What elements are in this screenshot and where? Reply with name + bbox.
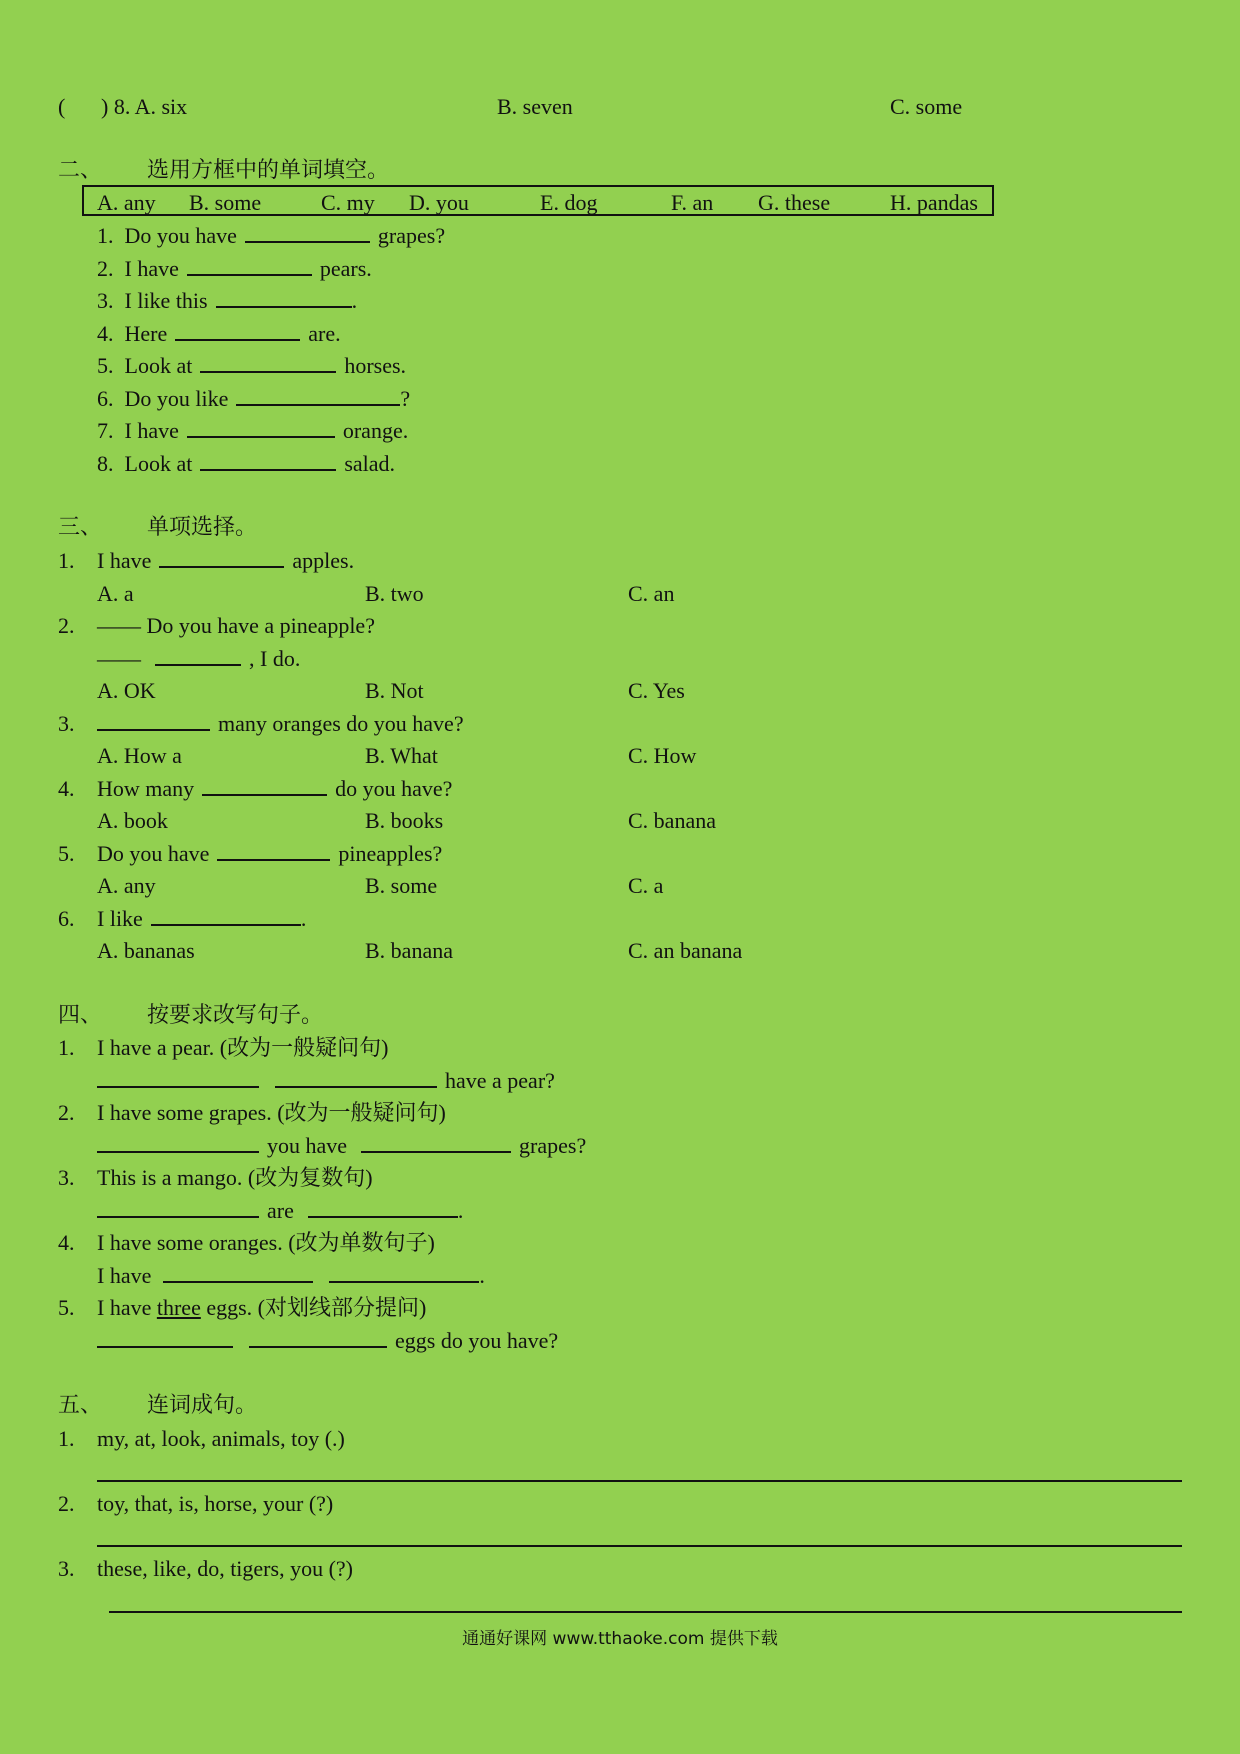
s2-item: 5. Look at horses.	[97, 353, 407, 378]
s3-q6-option-a[interactable]: A. bananas	[97, 938, 195, 963]
blank[interactable]	[216, 288, 352, 308]
blank[interactable]	[329, 1263, 479, 1283]
s3-q3-option-a[interactable]: A. How a	[97, 743, 182, 768]
s3-q5: Do you have pineapples?	[97, 841, 443, 866]
section-3-title: 单项选择。	[147, 514, 258, 539]
s2-item: 4. Here are.	[97, 321, 341, 346]
s3-q6-option-c[interactable]: C. an banana	[628, 938, 743, 963]
s3-q4: How many do you have?	[97, 776, 453, 801]
s3-q5-num: 5.	[58, 841, 75, 866]
s4-q5-num: 5.	[58, 1295, 75, 1320]
word-box-b: B. some	[189, 190, 262, 215]
s3-q1-option-c[interactable]: C. an	[628, 581, 675, 606]
s3-q1-option-a[interactable]: A. a	[97, 581, 134, 606]
s2-item: 2. I have pears.	[97, 256, 372, 281]
s3-q1-num: 1.	[58, 548, 75, 573]
blank[interactable]	[217, 841, 330, 861]
s3-q5-option-b[interactable]: B. some	[365, 873, 438, 898]
blank[interactable]	[200, 451, 336, 471]
underlined-word: three	[156, 1295, 201, 1320]
s2-item: 8. Look at salad.	[97, 451, 396, 476]
s2-item: 3. I like this .	[97, 288, 358, 313]
s4-q1-num: 1.	[58, 1035, 75, 1060]
s4-q3: This is a mango. (改为复数句)	[97, 1165, 373, 1190]
s3-q1: I have apples.	[97, 548, 355, 573]
s4-q5: I have three eggs. (对划线部分提问)	[97, 1295, 427, 1320]
s4-q4-num: 4.	[58, 1230, 75, 1255]
s4-q2: I have some grapes. (改为一般疑问句)	[97, 1100, 446, 1125]
s5-q1-num: 1.	[58, 1426, 75, 1451]
s3-q1-option-b[interactable]: B. two	[365, 581, 424, 606]
blank[interactable]	[175, 321, 300, 341]
blank[interactable]	[155, 646, 241, 666]
s3-q4-option-c[interactable]: C. banana	[628, 808, 716, 833]
blank[interactable]	[275, 1068, 437, 1088]
s4-q1-answer: have a pear?	[97, 1068, 555, 1094]
s4-q5-answer: eggs do you have?	[97, 1328, 558, 1354]
s3-q3: many oranges do you have?	[97, 711, 464, 737]
section-2-title: 选用方框中的单词填空。	[147, 157, 390, 182]
s3-q4-option-a[interactable]: A. book	[97, 808, 168, 833]
answer-line[interactable]	[97, 1545, 1182, 1547]
blank[interactable]	[187, 256, 312, 276]
blank[interactable]	[97, 1198, 259, 1218]
s3-q2-option-a[interactable]: A. OK	[97, 678, 156, 703]
s4-q2-answer: you have grapes?	[97, 1133, 586, 1159]
blank[interactable]	[97, 1328, 233, 1348]
s5-q2: toy, that, is, horse, your (?)	[97, 1491, 334, 1516]
s3-q5-option-a[interactable]: A. any	[97, 873, 156, 898]
s3-q3-option-b[interactable]: B. What	[365, 743, 438, 768]
s3-q5-option-c[interactable]: C. a	[628, 873, 664, 898]
s3-q2-option-b[interactable]: B. Not	[365, 678, 424, 703]
s2-item: 1. Do you have grapes?	[97, 223, 446, 248]
footer: 通通好课网 www.tthaoke.com 提供下载	[462, 1629, 778, 1649]
s4-q4: I have some oranges. (改为单数句子)	[97, 1230, 435, 1255]
s3-q3-num: 3.	[58, 711, 75, 736]
s4-q2-num: 2.	[58, 1100, 75, 1125]
s2-item: 6. Do you like ?	[97, 386, 411, 411]
prev-paren: (	[58, 94, 66, 119]
blank[interactable]	[202, 776, 327, 796]
s5-q1: my, at, look, animals, toy (.)	[97, 1426, 345, 1451]
section-3-number: 三、	[58, 514, 103, 539]
blank[interactable]	[159, 548, 284, 568]
s4-q3-answer: are .	[97, 1198, 463, 1224]
blank[interactable]	[151, 906, 301, 926]
blank[interactable]	[361, 1133, 511, 1153]
section-5-number: 五、	[58, 1392, 103, 1417]
blank[interactable]	[97, 711, 210, 731]
s3-q2-option-c[interactable]: C. Yes	[628, 678, 685, 703]
section-4-title: 按要求改写句子。	[147, 1002, 324, 1027]
blank[interactable]	[308, 1198, 458, 1218]
s5-q3-num: 3.	[58, 1556, 75, 1581]
s3-q2-line2: —— , I do.	[97, 646, 301, 671]
s4-q3-num: 3.	[58, 1165, 75, 1190]
s3-q3-option-c[interactable]: C. How	[628, 743, 697, 768]
blank[interactable]	[249, 1328, 387, 1348]
s4-q4-answer: I have .	[97, 1263, 485, 1288]
s3-q2-num: 2.	[58, 613, 75, 638]
blank[interactable]	[200, 353, 336, 373]
s3-q6-option-b[interactable]: B. banana	[365, 938, 453, 963]
word-box-f: F. an	[671, 190, 714, 215]
word-box-a: A. any	[97, 190, 156, 215]
word-box-c: C. my	[321, 190, 375, 215]
prev-option-b: B. seven	[497, 94, 573, 119]
section-4-number: 四、	[58, 1002, 103, 1027]
section-5-title: 连词成句。	[147, 1392, 258, 1417]
s5-q3: these, like, do, tigers, you (?)	[97, 1556, 353, 1581]
word-box-h: H. pandas	[890, 190, 978, 215]
blank[interactable]	[236, 386, 400, 406]
s3-q4-num: 4.	[58, 776, 75, 801]
word-box-d: D. you	[409, 190, 469, 215]
s3-q6-num: 6.	[58, 906, 75, 931]
s2-item: 7. I have orange.	[97, 418, 409, 443]
answer-line[interactable]	[109, 1611, 1182, 1613]
blank[interactable]	[187, 418, 335, 438]
s3-q2-line1: —— Do you have a pineapple?	[97, 613, 375, 638]
prev-option-c: C. some	[890, 94, 963, 119]
s3-q6: I like .	[97, 906, 307, 931]
word-box-e: E. dog	[540, 190, 598, 215]
word-box-g: G. these	[758, 190, 831, 215]
blank[interactable]	[97, 1068, 259, 1088]
prev-item-8: ) 8. A. six	[101, 94, 188, 119]
s4-q1: I have a pear. (改为一般疑问句)	[97, 1035, 389, 1060]
blank[interactable]	[245, 223, 370, 243]
s3-q4-option-b[interactable]: B. books	[365, 808, 444, 833]
blank[interactable]	[97, 1133, 259, 1153]
section-2-number: 二、	[58, 157, 103, 182]
blank[interactable]	[163, 1263, 313, 1283]
answer-line[interactable]	[97, 1480, 1182, 1482]
s5-q2-num: 2.	[58, 1491, 75, 1516]
